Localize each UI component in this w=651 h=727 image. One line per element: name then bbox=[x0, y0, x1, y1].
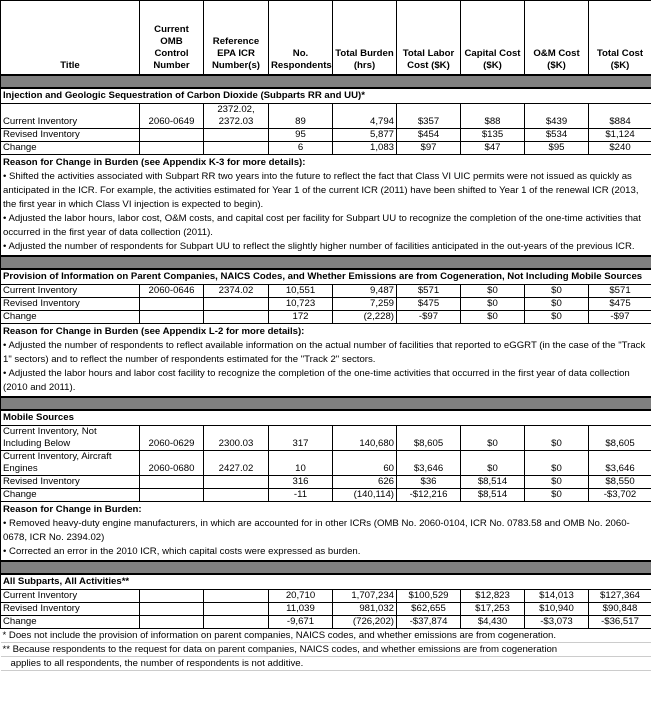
table-row bbox=[1, 603, 651, 616]
table-cell: $17,253 bbox=[461, 603, 525, 616]
table-cell bbox=[140, 298, 204, 311]
table-cell: Current Inventory bbox=[1, 590, 140, 603]
column-header: Current OMB Control Number bbox=[140, 1, 204, 76]
table-cell: Revised Inventory bbox=[1, 298, 140, 311]
reason-cell bbox=[1, 155, 651, 257]
column-header: Total Cost ($K) bbox=[589, 1, 651, 76]
table-cell: $0 bbox=[461, 298, 525, 311]
table-cell: 2374.02 bbox=[204, 285, 269, 298]
reason-bullet: • Corrected an error in the 2010 ICR, which capital costs were expressed as burden. bbox=[3, 546, 361, 557]
table-cell bbox=[204, 311, 269, 324]
table-cell: $100,529 bbox=[397, 590, 461, 603]
table-cell: Change bbox=[1, 311, 140, 324]
section-divider bbox=[1, 75, 651, 88]
table-cell: -$37,874 bbox=[397, 616, 461, 629]
table-cell: 2060-0629 bbox=[140, 426, 204, 451]
table-cell bbox=[140, 311, 204, 324]
table-cell: $127,364 bbox=[589, 590, 651, 603]
table-cell: -$97 bbox=[589, 311, 651, 324]
reason-row bbox=[1, 155, 651, 257]
table-cell: $0 bbox=[525, 285, 589, 298]
table-cell bbox=[140, 603, 204, 616]
column-header: Title bbox=[1, 1, 140, 76]
table-cell: $571 bbox=[397, 285, 461, 298]
section-divider bbox=[1, 397, 651, 410]
footnote-row bbox=[1, 657, 651, 671]
table-cell: -$12,216 bbox=[397, 489, 461, 502]
table-cell: $3,646 bbox=[589, 451, 651, 476]
table-cell: 172 bbox=[269, 311, 333, 324]
table-row bbox=[1, 104, 651, 129]
table-cell: $12,823 bbox=[461, 590, 525, 603]
section-title-row bbox=[1, 410, 651, 426]
table-cell: 317 bbox=[269, 426, 333, 451]
section-title: Provision of Information on Parent Companies, NAICS Codes, and Whether Emissions are from Cogeneration, Not Including Mobile Sources bbox=[1, 269, 651, 285]
table-cell: 981,032 bbox=[333, 603, 397, 616]
table-cell: Change bbox=[1, 616, 140, 629]
table-cell: 2060-0649 bbox=[140, 104, 204, 129]
table-cell: 60 bbox=[333, 451, 397, 476]
reason-cell bbox=[1, 324, 651, 398]
section-title: Injection and Geologic Sequestration of Carbon Dioxide (Subparts RR and UU)* bbox=[1, 88, 651, 104]
table-cell: Change bbox=[1, 489, 140, 502]
column-header: Reference EPA ICR Number(s) bbox=[204, 1, 269, 76]
table-cell: $0 bbox=[525, 311, 589, 324]
table-cell: $95 bbox=[525, 142, 589, 155]
table-cell: 2060-0680 bbox=[140, 451, 204, 476]
table-row bbox=[1, 590, 651, 603]
table-cell: $240 bbox=[589, 142, 651, 155]
column-header: Total Burden (hrs) bbox=[333, 1, 397, 76]
table-cell: -11 bbox=[269, 489, 333, 502]
table-cell: $0 bbox=[461, 426, 525, 451]
table-cell: $4,430 bbox=[461, 616, 525, 629]
table-cell: $0 bbox=[525, 489, 589, 502]
table-cell: Change bbox=[1, 142, 140, 155]
table-cell: 626 bbox=[333, 476, 397, 489]
section-title: All Subparts, All Activities** bbox=[1, 574, 651, 590]
reason-bullet: • Adjusted the number of respondents to reflect available information on the actual number of facilities that reported to eGGRT (in the case of the "Track 1" sectors) and to reflect the number of respondents estimated for the "Track 2" sectors. bbox=[3, 340, 646, 365]
divider-cell bbox=[1, 397, 651, 410]
table-row bbox=[1, 426, 651, 451]
table-cell: $0 bbox=[461, 285, 525, 298]
table-cell: -$97 bbox=[397, 311, 461, 324]
table-cell: Current Inventory, Not Including Below bbox=[1, 426, 140, 451]
table-cell: 5,877 bbox=[333, 129, 397, 142]
table-cell: 4,794 bbox=[333, 104, 397, 129]
table-cell: -$3,702 bbox=[589, 489, 651, 502]
table-cell: $884 bbox=[589, 104, 651, 129]
table-cell bbox=[140, 590, 204, 603]
table-row bbox=[1, 451, 651, 476]
table-cell bbox=[140, 129, 204, 142]
table-cell: $47 bbox=[461, 142, 525, 155]
reason-row bbox=[1, 502, 651, 562]
table-cell: 7,259 bbox=[333, 298, 397, 311]
section-title-row bbox=[1, 269, 651, 285]
table-cell: (2,228) bbox=[333, 311, 397, 324]
table-cell: $454 bbox=[397, 129, 461, 142]
table-row bbox=[1, 142, 651, 155]
footnote: * Does not include the provision of information on parent companies, NAICS codes, and whether emissions are from cogeneration. bbox=[1, 629, 651, 643]
table-row bbox=[1, 311, 651, 324]
table-cell: $0 bbox=[461, 451, 525, 476]
table-cell: $90,848 bbox=[589, 603, 651, 616]
reason-bullet: • Adjusted the number of respondents for Subpart UU to reflect the slightly higher number of facilities anticipated in the out-years of the previous ICR. bbox=[3, 241, 635, 252]
table-cell: $0 bbox=[461, 311, 525, 324]
footnote-row bbox=[1, 629, 651, 643]
divider-cell bbox=[1, 256, 651, 269]
table-row bbox=[1, 616, 651, 629]
footnote: applies to all respondents, the number of respondents is not additive. bbox=[1, 657, 651, 671]
table-cell: (140,114) bbox=[333, 489, 397, 502]
table-cell: $8,550 bbox=[589, 476, 651, 489]
table-cell bbox=[204, 476, 269, 489]
table-cell: 316 bbox=[269, 476, 333, 489]
table-cell: $36 bbox=[397, 476, 461, 489]
table-cell: -$36,517 bbox=[589, 616, 651, 629]
table-cell bbox=[204, 129, 269, 142]
table-row bbox=[1, 476, 651, 489]
reason-row bbox=[1, 324, 651, 398]
table-row bbox=[1, 285, 651, 298]
table-cell: 95 bbox=[269, 129, 333, 142]
table-cell: $62,655 bbox=[397, 603, 461, 616]
reason-bullet: • Adjusted the labor hours and labor cost facility to recognize the completion of the one-time activities that occurred in the first year of data collection (2010 and 2011). bbox=[3, 368, 630, 393]
header-row bbox=[1, 1, 651, 76]
table-cell bbox=[204, 603, 269, 616]
table-cell: 1,083 bbox=[333, 142, 397, 155]
table-row bbox=[1, 298, 651, 311]
table-cell: Revised Inventory bbox=[1, 476, 140, 489]
table-cell: $0 bbox=[525, 426, 589, 451]
table-cell: $0 bbox=[525, 298, 589, 311]
table-cell bbox=[204, 298, 269, 311]
table-row bbox=[1, 489, 651, 502]
table-cell bbox=[204, 489, 269, 502]
table-cell bbox=[140, 489, 204, 502]
table-cell bbox=[140, 616, 204, 629]
table-cell: -9,671 bbox=[269, 616, 333, 629]
table-cell: Revised Inventory bbox=[1, 129, 140, 142]
table-cell: 9,487 bbox=[333, 285, 397, 298]
table-cell bbox=[204, 616, 269, 629]
table-cell: $475 bbox=[397, 298, 461, 311]
table-cell bbox=[204, 142, 269, 155]
table-cell: (726,202) bbox=[333, 616, 397, 629]
table-cell: $10,940 bbox=[525, 603, 589, 616]
footnote: ** Because respondents to the request for data on parent companies, NAICS codes, and whether emissions are from cogeneration bbox=[1, 643, 651, 657]
column-header: O&M Cost ($K) bbox=[525, 1, 589, 76]
section-title: Mobile Sources bbox=[1, 410, 651, 426]
table-cell: $8,605 bbox=[397, 426, 461, 451]
section-divider bbox=[1, 561, 651, 574]
column-header: Total Labor Cost ($K) bbox=[397, 1, 461, 76]
table-cell: $8,514 bbox=[461, 489, 525, 502]
reason-cell bbox=[1, 502, 651, 562]
table-cell: 89 bbox=[269, 104, 333, 129]
table-cell: $439 bbox=[525, 104, 589, 129]
reason-heading: Reason for Change in Burden (see Appendix L-2 for more details): bbox=[3, 326, 305, 337]
table-cell: 2060-0646 bbox=[140, 285, 204, 298]
column-header: No. Respondents bbox=[269, 1, 333, 76]
reason-heading: Reason for Change in Burden: bbox=[3, 504, 142, 515]
table-cell: Current Inventory bbox=[1, 285, 140, 298]
table-cell: 2427.02 bbox=[204, 451, 269, 476]
section-divider bbox=[1, 256, 651, 269]
table-cell: 2372.02, 2372.03 bbox=[204, 104, 269, 129]
table-cell: 1,707,234 bbox=[333, 590, 397, 603]
table-cell: $8,605 bbox=[589, 426, 651, 451]
reason-heading: Reason for Change in Burden (see Appendix K-3 for more details): bbox=[3, 157, 306, 168]
table-cell: $0 bbox=[525, 476, 589, 489]
table-cell: 6 bbox=[269, 142, 333, 155]
table-cell: $8,514 bbox=[461, 476, 525, 489]
table-cell: $571 bbox=[589, 285, 651, 298]
table-cell: $357 bbox=[397, 104, 461, 129]
table-cell bbox=[140, 142, 204, 155]
reason-bullet: • Shifted the activities associated with Subpart RR two years into the future to reflect the fact that Class VI UIC permits were not issued as quickly as anticipated in the ICR. For example, the activities estimated for Year 1 of the current ICR (2011) have been shifted to Year 1 of the renewal ICR (2013, the first year in which Class VI injection is expected to begin). bbox=[3, 171, 639, 210]
table-cell: $88 bbox=[461, 104, 525, 129]
table-cell: $97 bbox=[397, 142, 461, 155]
reason-bullet: • Removed heavy-duty engine manufacturers, in which are accounted for in other ICRs (OMB No. 2060-0104, ICR No. 0783.58 and OMB No. 2060-0678, ICR No. 2394.02) bbox=[3, 518, 630, 543]
table-cell: 10,551 bbox=[269, 285, 333, 298]
table-cell: Revised Inventory bbox=[1, 603, 140, 616]
table-cell: 11,039 bbox=[269, 603, 333, 616]
table-cell: Current Inventory bbox=[1, 104, 140, 129]
table-cell: 20,710 bbox=[269, 590, 333, 603]
table-cell: -$3,073 bbox=[525, 616, 589, 629]
table-cell: 2300.03 bbox=[204, 426, 269, 451]
table-cell: $0 bbox=[525, 451, 589, 476]
table-cell: 10,723 bbox=[269, 298, 333, 311]
column-header: Capital Cost ($K) bbox=[461, 1, 525, 76]
section-title-row bbox=[1, 88, 651, 104]
table-cell: $14,013 bbox=[525, 590, 589, 603]
table-cell: Current Inventory, Aircraft Engines bbox=[1, 451, 140, 476]
table-cell: $475 bbox=[589, 298, 651, 311]
table-cell: $534 bbox=[525, 129, 589, 142]
table-cell bbox=[204, 590, 269, 603]
table-cell bbox=[140, 476, 204, 489]
table-cell: $3,646 bbox=[397, 451, 461, 476]
table-cell: 140,680 bbox=[333, 426, 397, 451]
footnote-row bbox=[1, 643, 651, 657]
reason-bullet: • Adjusted the labor hours, labor cost, O&M costs, and capital cost per facility for Subpart UU to recognize the completion of the one-time activities that occurred in the first year of data collection (2011). bbox=[3, 213, 641, 238]
table-cell: $135 bbox=[461, 129, 525, 142]
table-cell: $1,124 bbox=[589, 129, 651, 142]
divider-cell bbox=[1, 561, 651, 574]
divider-cell bbox=[1, 75, 651, 88]
section-title-row bbox=[1, 574, 651, 590]
table-row bbox=[1, 129, 651, 142]
table-cell: 10 bbox=[269, 451, 333, 476]
